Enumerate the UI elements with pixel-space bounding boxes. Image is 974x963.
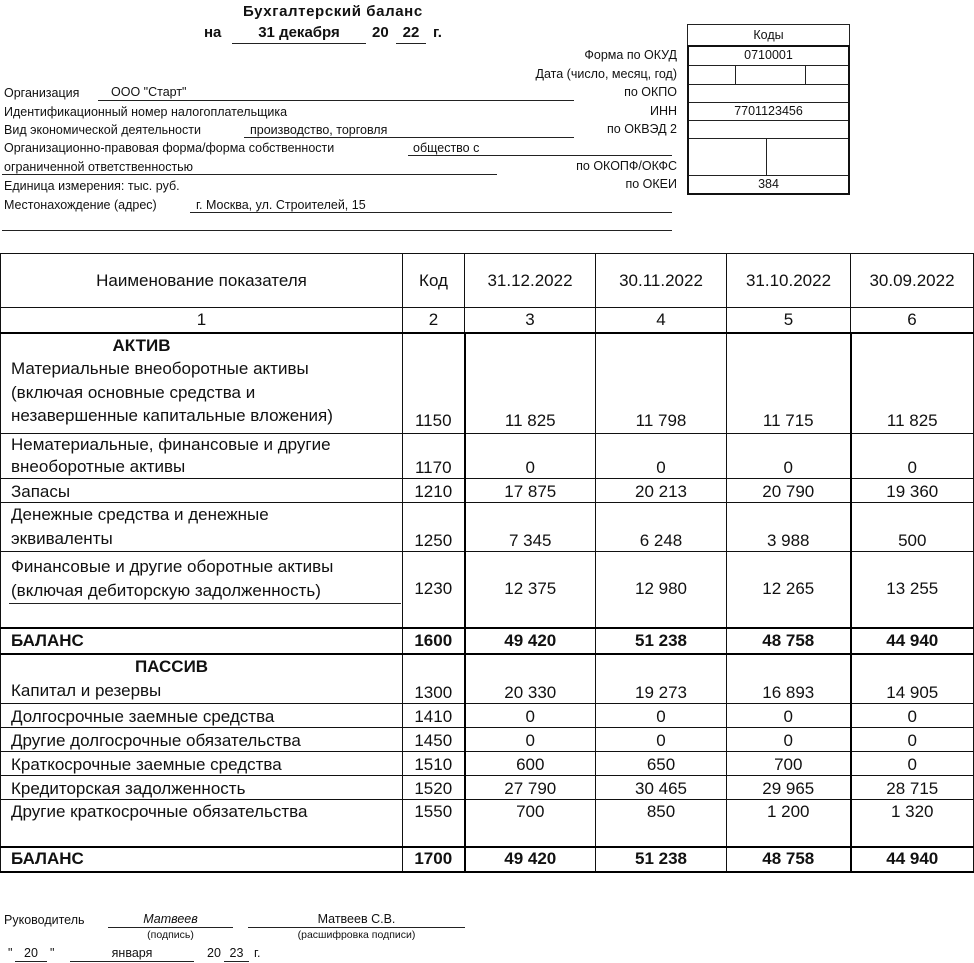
row-value[interactable]: 700 [727, 752, 851, 776]
row-value[interactable]: 48 758 [727, 847, 851, 872]
row-name-1250 [1, 503, 403, 552]
row-code: 1210 [403, 479, 465, 503]
row-code: 1510 [403, 752, 465, 776]
liability-total-row [1, 847, 974, 872]
month-underline [70, 961, 194, 962]
row-value[interactable]: 0 [465, 434, 596, 479]
address-label: Местонахождение (адрес) [4, 198, 157, 212]
decoding-caption: (расшифровка подписи) [297, 929, 416, 941]
col-number-5: 5 [727, 308, 851, 333]
row-code: 1550 [403, 800, 465, 847]
row-value[interactable]: 0 [851, 704, 974, 728]
org-underline [98, 100, 574, 101]
col-header-code: Код [403, 254, 465, 308]
col-number-4: 4 [596, 308, 727, 333]
sign-year-unit: г. [254, 946, 261, 960]
activity-label: Вид экономической деятельности [4, 123, 201, 137]
row-value[interactable]: 6 248 [596, 503, 727, 552]
row-value[interactable]: 1 320 [851, 800, 974, 847]
codes-header: Коды [687, 24, 850, 45]
row-value[interactable]: 44 940 [851, 628, 974, 654]
row-value[interactable]: 27 790 [465, 776, 596, 800]
inn-label: Идентификационный номер налогоплательщика [4, 105, 288, 119]
date-month-cell[interactable] [736, 65, 805, 84]
table-row [1, 654, 974, 704]
row-name-line: Нематериальные, финансовые и другие [11, 435, 331, 454]
row-value[interactable]: 17 875 [465, 479, 596, 503]
row-name-1170 [1, 434, 403, 479]
row-value[interactable]: 12 980 [596, 552, 727, 628]
row-name-line: (включая основные средства и [11, 382, 256, 402]
year-underline [396, 43, 426, 44]
okfs-code-cell[interactable] [767, 138, 848, 175]
row-value[interactable]: 12 265 [727, 552, 851, 628]
table-row [1, 704, 974, 728]
signature-caption: (подпись) [147, 929, 194, 941]
col-header-date-3: 31.10.2022 [727, 254, 851, 308]
okud-label: Форма по ОКУД [584, 48, 677, 62]
row-value[interactable]: 11 798 [596, 333, 727, 434]
row-code: 1150 [403, 333, 465, 434]
date-underline [232, 43, 366, 44]
col-header-date-2: 30.11.2022 [596, 254, 727, 308]
row-value[interactable]: 0 [596, 434, 727, 479]
row-value[interactable]: 650 [596, 752, 727, 776]
okei-label: по ОКЕИ [625, 177, 677, 191]
row-value[interactable]: 7 345 [465, 503, 596, 552]
row-name-line: незавершенные капитальные вложения) [11, 406, 333, 425]
legal-form-underline-1 [408, 155, 672, 156]
balance-table [0, 253, 974, 873]
table-row [1, 552, 974, 628]
row-name-1450: Другие долгосрочные обязательства [1, 728, 403, 752]
table-row [1, 434, 974, 479]
activity-underline [244, 137, 574, 138]
row-name-line: Денежные средства и денежные [11, 505, 269, 524]
quote-close: " [50, 946, 55, 960]
year-prefix: 20 [372, 24, 389, 41]
row-value[interactable]: 700 [465, 800, 596, 847]
signature-field[interactable]: Матвеев [143, 912, 198, 926]
row-name-line: Материальные внеоборотные активы [11, 359, 309, 378]
address-underline-2 [2, 230, 672, 231]
sign-day-field[interactable]: 20 [24, 946, 38, 960]
col-header-name: Наименование показателя [1, 254, 403, 308]
inn-code-cell[interactable]: 7701123456 [734, 104, 803, 118]
signature-underline [108, 927, 233, 928]
table-row [1, 800, 974, 847]
inn-code-label: ИНН [649, 104, 677, 118]
row-value[interactable]: 850 [596, 800, 727, 847]
row-value[interactable]: 48 758 [727, 628, 851, 654]
row-value[interactable]: 0 [727, 434, 851, 479]
row-value[interactable]: 20 790 [727, 479, 851, 503]
document-title: Бухгалтерский баланс [243, 3, 423, 20]
decoding-underline [248, 927, 465, 928]
row-value[interactable]: 30 465 [596, 776, 727, 800]
row-value[interactable]: 16 893 [727, 654, 851, 704]
row-code: 1600 [403, 628, 465, 654]
row-code: 1170 [403, 434, 465, 479]
org-label: Организация [4, 86, 80, 100]
row-value[interactable]: 0 [727, 728, 851, 752]
legal-form-value-1[interactable]: общество с [413, 141, 480, 155]
row-name-1410: Долгосрочные заемные средства [1, 704, 403, 728]
row-code: 1520 [403, 776, 465, 800]
col-number-6: 6 [851, 308, 974, 333]
okved-label: по ОКВЭД 2 [607, 122, 677, 136]
column-number-row [1, 308, 974, 333]
table-row [1, 752, 974, 776]
row-value[interactable]: 12 375 [465, 552, 596, 628]
row-name-line: внеоборотные активы [11, 457, 186, 476]
section-title-assets: АКТИВ [112, 335, 171, 355]
table-row [1, 503, 974, 552]
row-code: 1300 [403, 654, 465, 704]
row-code: 1410 [403, 704, 465, 728]
signatory-role-label: Руководитель [4, 913, 85, 927]
sign-month-field[interactable]: января [111, 946, 153, 960]
okopf-code-cell[interactable] [689, 138, 766, 175]
legal-form-value-2[interactable]: ограниченной ответственностью [4, 160, 194, 174]
col-number-1: 1 [1, 308, 403, 333]
row-value[interactable]: 13 255 [851, 552, 974, 628]
row-value[interactable]: 11 715 [727, 333, 851, 434]
table-header-row [1, 254, 974, 308]
row-name-1510: Краткосрочные заемные средства [1, 752, 403, 776]
table-row [1, 728, 974, 752]
row-name-1300 [1, 654, 403, 704]
col-number-3: 3 [465, 308, 596, 333]
legal-form-underline-2 [2, 174, 497, 175]
report-date-day-month[interactable]: 31 декабря [258, 24, 340, 41]
date-on-label: на [204, 24, 222, 41]
row-name-1230 [1, 552, 403, 628]
report-year-suffix[interactable]: 22 [402, 24, 420, 41]
row-value[interactable]: 0 [851, 434, 974, 479]
okud-code-cell[interactable]: 0710001 [744, 48, 793, 62]
row-name-1520: Кредиторская задолженность [1, 776, 403, 800]
col-header-date-4: 30.09.2022 [851, 254, 974, 308]
legal-form-label: Организационно-правовая форма/форма собственности [4, 141, 335, 155]
row-value[interactable]: 49 420 [465, 847, 596, 872]
year-unit: г. [433, 24, 442, 41]
sign-year-prefix: 20 [207, 946, 221, 960]
sign-year-underline [224, 961, 249, 962]
address-value[interactable]: г. Москва, ул. Строителей, 15 [196, 198, 366, 212]
row-value[interactable]: 600 [465, 752, 596, 776]
row-value[interactable]: 20 213 [596, 479, 727, 503]
row-value[interactable]: 500 [851, 503, 974, 552]
row-name-line: эквиваленты [11, 529, 113, 548]
row-value[interactable]: 28 715 [851, 776, 974, 800]
quote-open: " [8, 946, 13, 960]
org-name-value[interactable]: ООО "Старт" [111, 85, 187, 99]
okpo-label: по ОКПО [624, 85, 677, 99]
row-value[interactable]: 51 238 [596, 628, 727, 654]
row-name-underline [9, 603, 401, 604]
row-name-1210: Запасы [1, 479, 403, 503]
col-header-date-1: 31.12.2022 [465, 254, 596, 308]
row-code: 1250 [403, 503, 465, 552]
section-title-liabilities: ПАССИВ [134, 656, 209, 676]
row-name-line: Финансовые и другие оборотные активы [11, 557, 334, 576]
row-value[interactable]: 0 [851, 752, 974, 776]
row-value[interactable]: 0 [851, 728, 974, 752]
okopf-label: по ОКОПФ/ОКФС [576, 159, 677, 173]
date-day-cell[interactable] [689, 65, 735, 84]
table-row [1, 776, 974, 800]
row-code: 1450 [403, 728, 465, 752]
row-value[interactable]: 44 940 [851, 847, 974, 872]
col-number-2: 2 [403, 308, 465, 333]
row-value[interactable]: 49 420 [465, 628, 596, 654]
okved-code-cell[interactable] [689, 120, 848, 138]
row-value[interactable]: 20 330 [465, 654, 596, 704]
asset-total-label: БАЛАНС [1, 628, 403, 654]
row-name-1550: Другие краткосрочные обязательства [1, 800, 403, 847]
row-value[interactable]: 0 [596, 728, 727, 752]
row-name-1150 [1, 333, 403, 434]
okpo-code-cell[interactable] [689, 84, 848, 102]
activity-value[interactable]: производство, торговля [250, 123, 388, 137]
row-code: 1230 [403, 552, 465, 628]
asset-total-row [1, 628, 974, 654]
row-code: 1700 [403, 847, 465, 872]
row-value[interactable]: 11 825 [851, 333, 974, 434]
table-row [1, 479, 974, 503]
row-value[interactable]: 19 273 [596, 654, 727, 704]
table-row [1, 333, 974, 434]
day-underline [15, 961, 47, 962]
row-value[interactable]: 0 [465, 704, 596, 728]
row-value[interactable]: 14 905 [851, 654, 974, 704]
liability-total-label: БАЛАНС [1, 847, 403, 872]
codes-box [687, 45, 850, 195]
date-label: Дата (число, месяц, год) [535, 67, 677, 81]
row-value[interactable]: 29 965 [727, 776, 851, 800]
row-value[interactable]: 0 [465, 728, 596, 752]
signature-decoding-field[interactable]: Матвеев С.В. [317, 912, 396, 926]
row-value[interactable]: 0 [596, 704, 727, 728]
sign-year-field[interactable]: 23 [229, 946, 244, 960]
date-code-row [689, 65, 848, 84]
row-value[interactable]: 3 988 [727, 503, 851, 552]
row-value[interactable]: 51 238 [596, 847, 727, 872]
unit-label: Единица измерения: тыс. руб. [4, 179, 180, 193]
row-name-line: (включая дебиторскую задолженность) [11, 581, 321, 600]
row-value[interactable]: 1 200 [727, 800, 851, 847]
row-value[interactable]: 19 360 [851, 479, 974, 503]
row-value[interactable]: 0 [727, 704, 851, 728]
address-underline [190, 212, 672, 213]
okei-code-cell[interactable]: 384 [758, 177, 779, 191]
row-name-line: Капитал и резервы [11, 680, 162, 700]
row-value[interactable]: 11 825 [465, 333, 596, 434]
date-year-cell[interactable] [806, 65, 848, 84]
